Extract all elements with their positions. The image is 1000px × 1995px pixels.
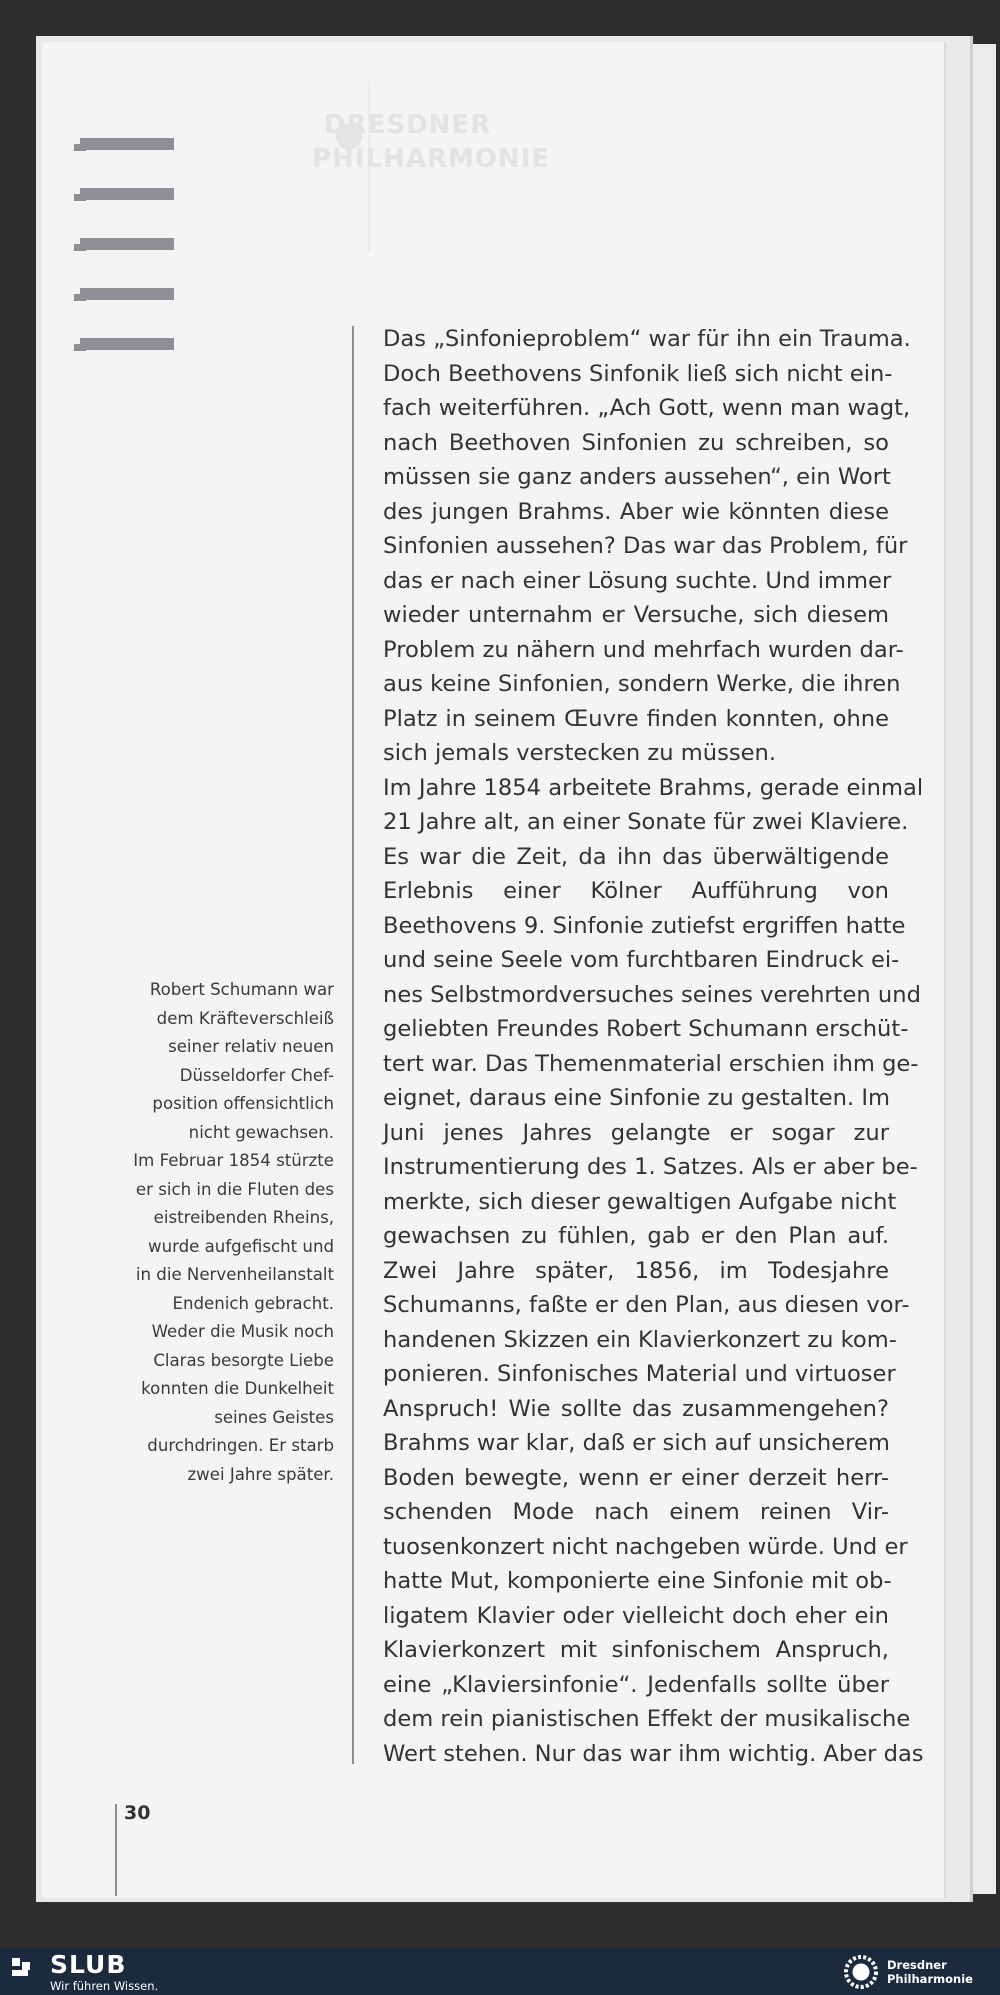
body-line: nach Beethoven Sinfonien zu schreiben, so — [383, 429, 889, 456]
body-line: sich jemals verstecken zu müssen. — [383, 740, 777, 766]
register-tab — [80, 138, 174, 150]
sidebar-line: Im Februar 1854 stürzte — [133, 1151, 334, 1170]
sidebar-line: nicht gewachsen. — [188, 1122, 334, 1142]
sidebar-line: seiner relativ neuen — [168, 1037, 334, 1056]
register-tab — [80, 238, 174, 250]
sidebar-caption — [118, 976, 334, 1489]
sidebar-line: Robert Schumann war — [149, 980, 334, 999]
body-line: müssen sie ganz anders aussehen“, ein Wort — [383, 464, 891, 490]
body-line: Beethovens 9. Sinfonie zutiefst ergriffen hatte — [383, 912, 906, 939]
sidebar-line: Düsseldorfer Chef- — [179, 1065, 334, 1085]
show-through-header — [312, 108, 551, 176]
body-line: eine „Klaviersinfonie“. Jedenfalls sollte über — [383, 1671, 889, 1698]
sidebar-line: Claras besorgte Liebe — [153, 1350, 334, 1370]
body-line: eignet, daraus eine Sinfonie zu gestalten. Im — [383, 1085, 891, 1111]
body-line: Brahms war klar, daß er sich auf unsicherem — [383, 1430, 890, 1456]
sidebar-line: durchdringen. Er starb — [147, 1436, 334, 1455]
body-line: Im Jahre 1854 arbeitete Brahms, gerade einmal — [383, 774, 924, 801]
sidebar-line: zwei Jahre später. — [187, 1464, 334, 1484]
sidebar-line: er sich in die Fluten des — [135, 1179, 334, 1199]
body-line: Doch Beethovens Sinfonik ließ sich nicht ein- — [383, 360, 893, 387]
body-line: Zwei Jahre später, 1856, im Todesjahre — [383, 1257, 889, 1284]
sidebar-line: eistreibenden Rheins, — [153, 1208, 334, 1227]
body-line: merkte, sich dieser gewaltigen Aufgabe nicht — [383, 1188, 897, 1215]
body-line: tuosenkonzert nicht nachgeben würde. Und er — [383, 1533, 908, 1560]
philharmonie-name-line-1: Dresdner — [887, 1958, 947, 1972]
slub-logo-icon[interactable] — [12, 1958, 38, 1980]
body-line: fach weiterführen. „Ach Gott, wenn man wagt, — [383, 395, 911, 421]
sidebar-line: wurde aufgefischt und — [148, 1236, 334, 1256]
body-line: Erlebnis einer Kölner Aufführung von — [383, 878, 889, 904]
body-line: und seine Seele vom furchtbaren Eindruck ei- — [383, 947, 900, 973]
folio-rule — [115, 1804, 117, 1896]
body-line: Boden bewegte, wenn er einer derzeit herr- — [383, 1464, 889, 1491]
show-through-line-2: PHILHARMONIE — [312, 144, 551, 174]
body-line: wieder unternahm er Versuche, sich diesem — [383, 602, 889, 628]
page-number: 30 — [124, 1802, 151, 1824]
body-line: geliebten Freundes Robert Schumann erschüt- — [383, 1016, 909, 1042]
body-line: tert war. Das Themenmaterial erschien ihm ge- — [383, 1050, 919, 1077]
body-text — [383, 322, 924, 1771]
body-line: schenden Mode nach einem reinen Vir- — [383, 1499, 889, 1525]
register-tab — [80, 288, 174, 300]
body-line: Anspruch! Wie sollte das zusammengehen? — [383, 1395, 889, 1422]
body-line: aus keine Sinfonien, sondern Werke, die ihren — [383, 671, 901, 697]
body-line: Das „Sinfonieproblem“ war für ihn ein Trauma. — [383, 326, 911, 352]
column-rule — [352, 326, 354, 1764]
body-line: gewachsen zu fühlen, gab er den Plan auf. — [383, 1223, 889, 1249]
viewer-footer — [0, 1948, 1000, 1995]
body-line: Wert stehen. Nur das war ihm wichtig. Aber das — [383, 1740, 924, 1767]
body-line: Platz in seinem Œuvre finden konnten, ohne — [383, 705, 889, 732]
sidebar-line: dem Kräfteverschleiß — [156, 1008, 334, 1028]
body-line: nes Selbstmordversuches seines verehrten und — [383, 981, 921, 1008]
body-line: hatte Mut, komponierte eine Sinfonie mit ob- — [383, 1568, 892, 1594]
sidebar-line: position offensichtlich — [152, 1094, 334, 1113]
sidebar-line: Endenich gebracht. — [172, 1293, 334, 1313]
sidebar-line: in die Nervenheilanstalt — [135, 1265, 334, 1284]
body-line: Klavierkonzert mit sinfonischem Anspruch, — [383, 1637, 889, 1663]
body-line: dem rein pianistischen Effekt der musikalische — [383, 1706, 911, 1732]
body-line: Schumanns, faßte er den Plan, aus diesen vor- — [383, 1292, 910, 1318]
body-line: Sinfonien aussehen? Das war das Problem, für — [383, 533, 908, 559]
sidebar-line: konnten die Dunkelheit — [141, 1379, 334, 1398]
slub-tagline: Wir führen Wissen. — [50, 1979, 159, 1993]
philharmonie-logo-icon[interactable] — [843, 1954, 879, 1990]
body-line: Problem zu nähern und mehrfach wurden dar- — [383, 636, 904, 663]
philharmonie-name[interactable] — [887, 1958, 973, 1986]
body-line: handenen Skizzen ein Klavierkonzert zu kom- — [383, 1326, 897, 1353]
body-line: Juni jenes Jahres gelangte er sogar zur — [383, 1119, 889, 1146]
philharmonie-name-line-2: Philharmonie — [887, 1972, 973, 1986]
register-tab — [80, 338, 174, 350]
body-line: 21 Jahre alt, an einer Sonate für zwei Klaviere. — [383, 809, 909, 835]
body-line: Instrumentierung des 1. Satzes. Als er aber be- — [383, 1154, 918, 1180]
slub-logo-text[interactable]: SLUB — [50, 1950, 127, 1979]
body-line: ponieren. Sinfonisches Material und virtuoser — [383, 1361, 896, 1387]
body-line: des jungen Brahms. Aber wie könnten diese — [383, 498, 889, 525]
sidebar-line: Weder die Musik noch — [151, 1322, 334, 1341]
register-tab — [80, 188, 174, 200]
body-line: Es war die Zeit, da ihn das überwältigende — [383, 843, 889, 870]
body-line: das er nach einer Lösung suchte. Und immer — [383, 567, 892, 594]
show-through-line-1: DRESDNER — [324, 110, 492, 140]
sidebar-line: seines Geistes — [214, 1407, 334, 1427]
body-line: ligatem Klavier oder vielleicht doch eher ein — [383, 1602, 889, 1629]
